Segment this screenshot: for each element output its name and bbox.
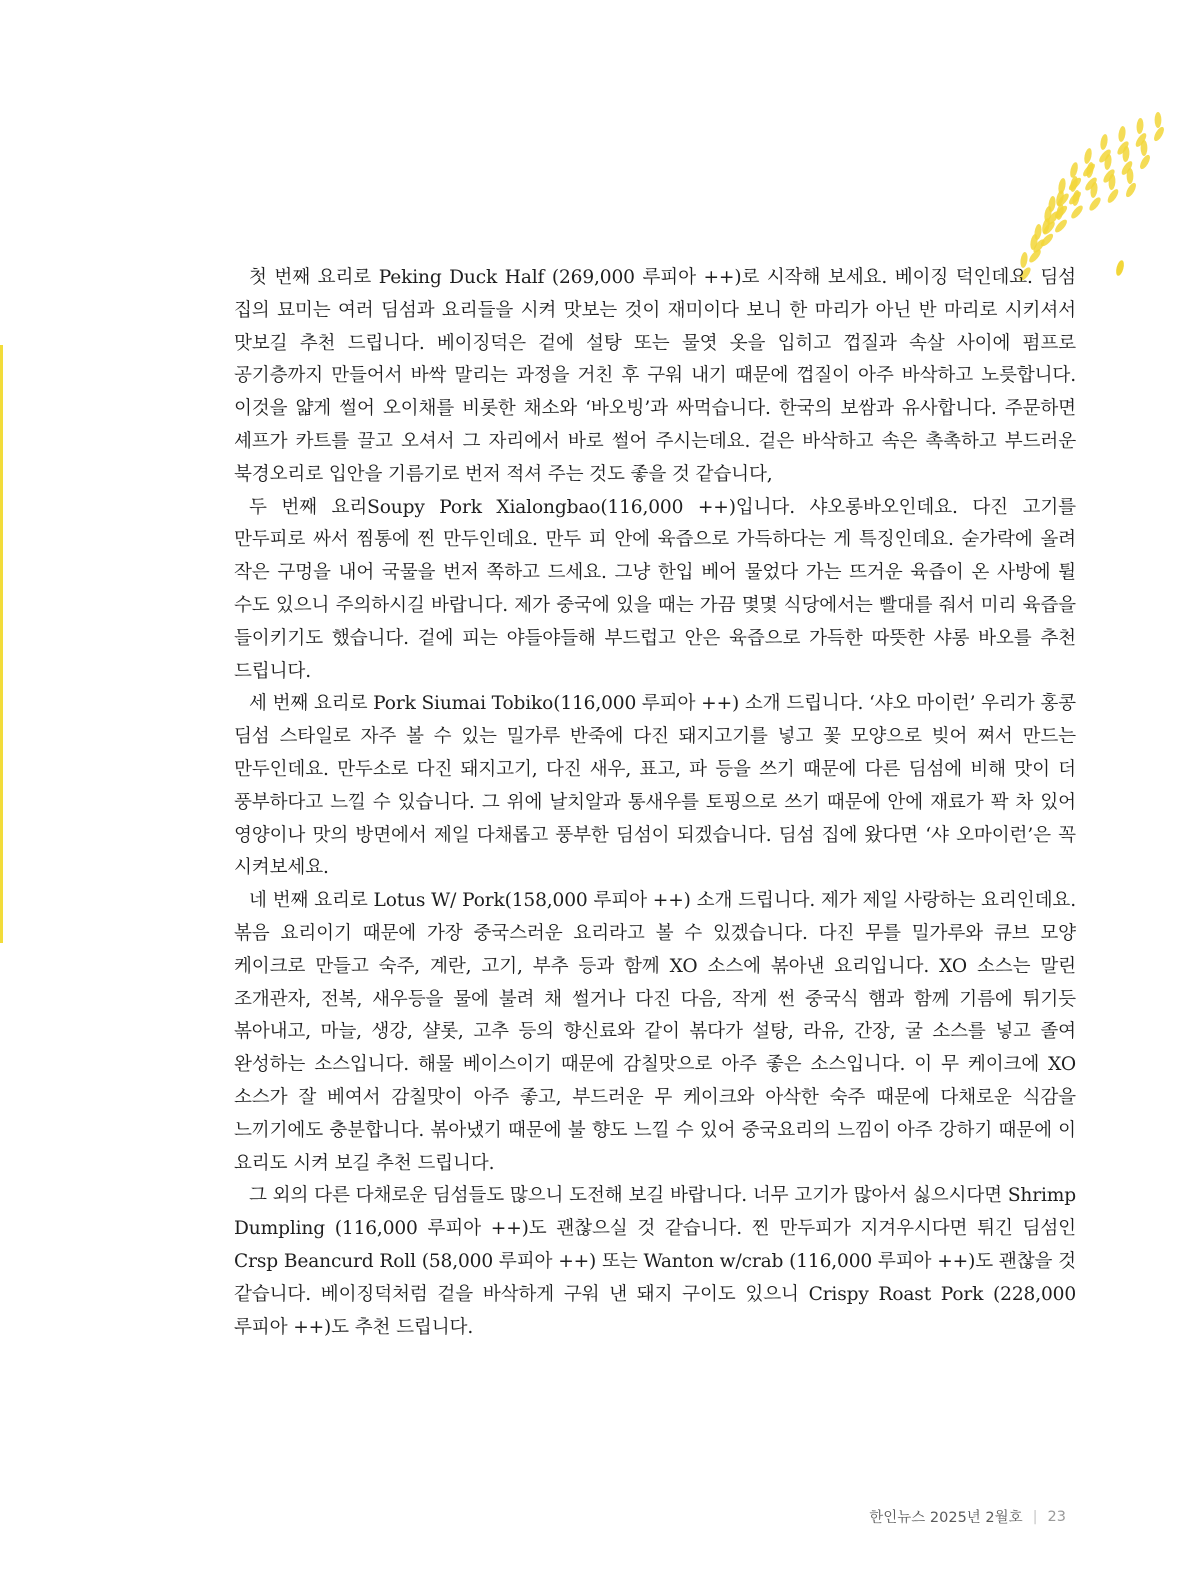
rice-grain-shape (1083, 147, 1093, 164)
page-footer (869, 1506, 1066, 1527)
rice-grain-shape (1099, 134, 1108, 151)
rice-grain-shape (1069, 161, 1079, 178)
side-accent-bar (0, 345, 3, 943)
publication-name: 한인뉴스 2025년 2월호 (869, 1510, 1023, 1526)
page-number: 23 (1047, 1508, 1066, 1525)
rice-grain-shape (1057, 178, 1066, 195)
rice-grain-shape (1138, 153, 1152, 170)
rice-leaf-icon (1012, 112, 1182, 282)
paragraph-peking-duck: 첫 번째 요리로 Peking Duck Half (269,000 루피아 ++)로 시작해 보세요. 베이징 덕인데요. 딤섬 집의 묘미는 여러 딤섬과 요리들을 시켜 맛보는 것이 재미이다 보니 한 마리가 아닌 반 마리로 시키셔서 맛보길 추천 드립니다. 베이징덕은 겉에 설탕 또는 물엿 옷을 입히고 껍질과 속살 사이에 펌프로 공기층까지 만들어서 바싹 말리는 과정을 거친 후 구워 내기 때문에 껍질이 아주 바삭하고 노릇합니다. 이것을 얇게 썰어 오이채를 비롯한 채소와 ‘바오빙’과 싸먹습니다. 한국의 보쌈과 유사합니다. 주문하면 셰프가 카트를 끌고 오셔서 그 자리에서 바로 썰어 주시는데요. 겉은 바삭하고 속은 촉촉하고 부드러운 북경오리로 입안을 기름기로 번저 적셔 주는 것도 좋을 것 같습니다, (234, 267, 1076, 485)
paragraph-lotus-pork: 네 번째 요리로 Lotus W/ Pork(158,000 루피아 ++) 소개 드립니다. 제가 제일 사랑하는 요리인데요. 볶음 요리이기 때문에 가장 중국스러운 요리라고 볼 수 있겠습니다. 다진 무를 밀가루와 큐브 모양 케이크로 만들고 숙주, 계란, 고기, 부추 등과 함께 XO 소스에 볶아낸 요리입니다. XO 소스는 말린 조개관자, 전복, 새우등을 물에 불려 채 썰거나 다진 다음, 작게 썬 중국식 햄과 함께 기름에 튀기듯 볶아내고, 마늘, 생강, 샬롯, 고추 등의 향신료와 같이 볶다가 설탕, 라유, 간장, 굴 소스를 넣고 졸여 완성하는 소스입니다. 해물 베이스이기 때문에 감칠맛으로 아주 좋은 소스입니다. 이 무 케이크에 XO 소스가 잘 베여서 감칠맛이 아주 좋고, 부드러운 무 케이크와 아삭한 숙주 때문에 다채로운 식감을 느끼기에도 충분합니다. 볶아냈기 때문에 불 향도 느낄 수 있어 중국요리의 느낌이 아주 강하기 때문에 이 요리도 시켜 보길 추천 드립니다. (234, 890, 1076, 1174)
rice-grain-shape (1106, 187, 1121, 204)
rice-grain-shape (1136, 118, 1144, 134)
footer-separator: | (1032, 1508, 1038, 1525)
paragraph-siumai: 세 번째 요리로 Pork Siumai Tobiko(116,000 루피아 ++) 소개 드립니다. ‘샤오 마이런’ 우리가 홍콩 딤섬 스타일로 자주 볼 수 있는 밀가루 반죽에 다진 돼지고기를 넣고 꽃 모양으로 빚어 쪄서 만드는 만두인데요. 만두소로 다진 돼지고기, 다진 새우, 표고, 파 등을 쓰기 때문에 다른 딤섬에 비해 맛이 더 풍부하다고 느낄 수 있습니다. 그 위에 날치알과 통새우를 토핑으로 쓰기 때문에 안에 재료가 꽉 차 있어 영양이나 맛의 방면에서 제일 다채롭고 풍부한 딤섬이 되겠습니다. 딤섬 집에 왔다면 ‘샤 오마이런’은 꼭 시켜보세요. (234, 693, 1076, 879)
rice-grain-shape (1069, 204, 1084, 221)
rice-grain-shape (1155, 112, 1162, 128)
article-body (234, 262, 1076, 1344)
rice-grain-shape (1118, 126, 1127, 143)
paragraph-other-dimsum: 그 외의 다른 다채로운 딤섬들도 많으니 도전해 보길 바랍니다. 너무 고기가 많아서 싫으시다면 Shrimp Dumpling (116,000 루피아 ++)도 괜찮으실 것 같습니다. 찐 만두피가 지겨우시다면 튀긴 딤섬인 Crsp Beancurd Roll (58,000 루피아 ++) 또는 Wanton w/crab (116,000 루피아 ++)도 괜찮을 것 같습니다. 베이징덕처럼 겉을 바삭하게 구워 낸 돼지 구이도 있으니 Crispy Roast Pork (228,000 루피아 ++)도 추천 드립니다. (234, 1185, 1076, 1338)
rice-grain-shape (1124, 181, 1138, 198)
rice-grain-shape (1152, 125, 1166, 142)
rice-grain-shape (1087, 196, 1102, 213)
rice-grain-shape (1115, 259, 1126, 276)
paragraph-xiaolongbao: 두 번째 요리Soupy Pork Xialongbao(116,000 ++)입니다. 샤오롱바오인데요. 다진 고기를 만두피로 싸서 찜통에 찐 만두인데요. 만두 피 안에 육즙으로 가득하다는 게 특징인데요. 숟가락에 올려 작은 구멍을 내어 국물을 번저 쪽하고 드세요. 그냥 한입 베어 물었다 가는 뜨거운 육즙이 온 사방에 튈 수도 있으니 주의하시길 바랍니다. 제가 중국에 있을 때는 가끔 몇몇 식당에서는 빨대를 줘서 미리 육즙을 들이키기도 했습니다. 겉에 피는 야들야들해 부드럽고 안은 육즙으로 가득한 따뜻한 샤롱 바오를 추천 드립니다. (234, 496, 1076, 682)
